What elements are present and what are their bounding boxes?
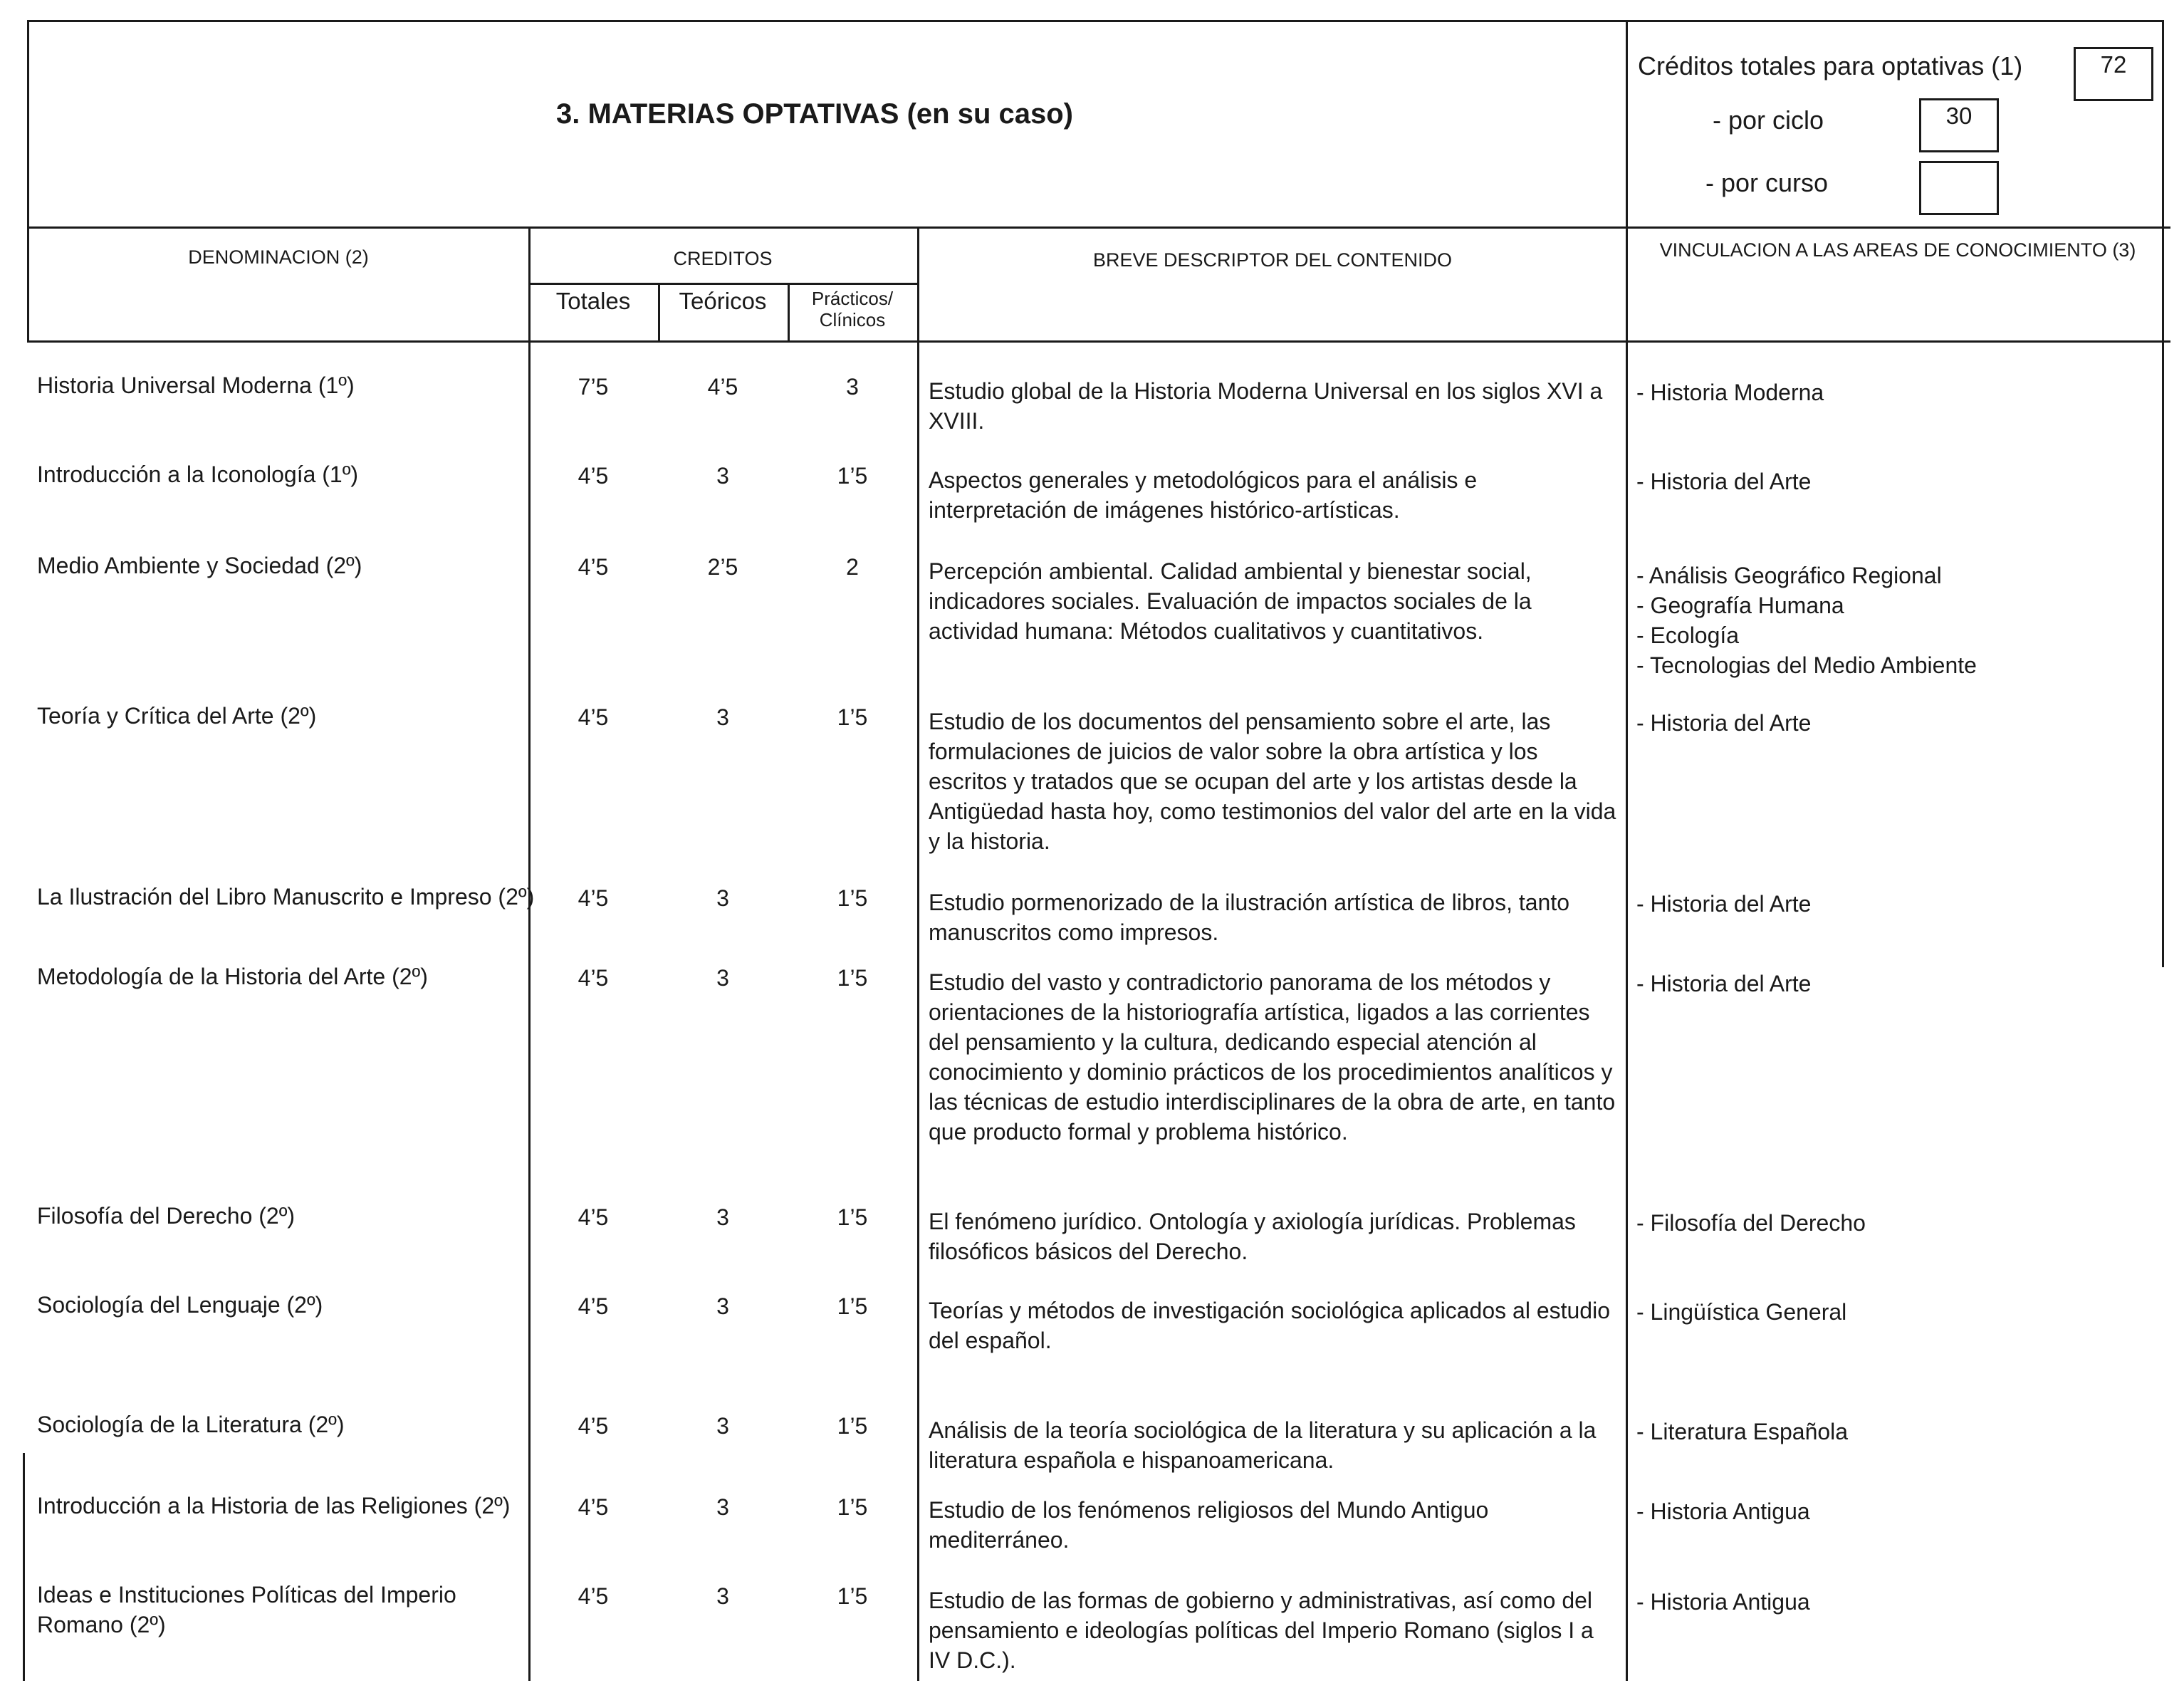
row-name: Ideas e Instituciones Políticas del Imperio Romano (2º) (37, 1582, 456, 1637)
row-name: Teoría y Crítica del Arte (2º) (37, 703, 317, 729)
row-descriptor: Estudio global de la Historia Moderna Universal en los siglos XVI a XVIII. (929, 378, 1603, 434)
col-descriptor: BREVE DESCRIPTOR DEL CONTENIDO (1092, 249, 1453, 271)
row-practicos: 1’5 (837, 1494, 868, 1520)
row-name: Medio Ambiente y Sociedad (2º) (37, 553, 362, 578)
row-areas (1636, 1208, 2163, 1238)
area-item: - Literatura Española (1636, 1419, 1849, 1444)
row-areas (1636, 1297, 2163, 1327)
row-totales: 4’5 (578, 1583, 609, 1609)
row-name: La Ilustración del Libro Manuscrito e Impreso (2º) (37, 884, 535, 910)
area-item: - Historia del Arte (1636, 469, 1812, 494)
area-item: - Ecología (1636, 622, 1740, 648)
row-areas (1636, 969, 2163, 999)
header-bottom-border (27, 226, 2170, 229)
row-totales: 4’5 (578, 463, 609, 489)
area-item: - Historia Antigua (1636, 1589, 1810, 1615)
area-item: - Tecnologias del Medio Ambiente (1636, 652, 1977, 678)
row-areas (1636, 467, 2163, 496)
row-teoricos: 3 (716, 463, 729, 489)
row-descriptor: Aspectos generales y metodológicos para el análisis e interpretación de imágenes histórico-artísticas. (929, 467, 1478, 523)
row-teoricos: 3 (716, 1494, 729, 1520)
row-teoricos: 3 (716, 885, 729, 911)
col-practicos: Prácticos/ Clínicos (811, 288, 894, 330)
area-item: - Historia del Arte (1636, 710, 1812, 736)
row-totales: 4’5 (578, 1204, 609, 1230)
col-totales: Totales (555, 288, 631, 314)
row-name: Introducción a la Historia de las Religiones (2º) (37, 1493, 511, 1518)
row-practicos: 2 (846, 554, 859, 580)
row-totales: 7’5 (578, 374, 609, 400)
row-practicos: 1’5 (837, 885, 868, 911)
row-teoricos: 3 (716, 965, 729, 991)
por-curso-value (1919, 161, 1999, 215)
column-header-bottom-border (27, 340, 2170, 343)
row-descriptor: Estudio de los documentos del pensamiento sobre el arte, las formulaciones de juicios de valor sobre la obra artística y los escritos y tratados que se ocupan del arte y los artistas desde la Antigüedad hasta hoy, como testimonios del valor del arte en la vida y la historia. (929, 709, 1616, 854)
row-teoricos: 3 (716, 1293, 729, 1319)
row-totales: 4’5 (578, 885, 609, 911)
area-item: - Geografía Humana (1636, 593, 1844, 618)
area-item: - Lingüística General (1636, 1299, 1847, 1325)
creditos-divider (528, 283, 919, 285)
divider-creditos-left (528, 226, 531, 1681)
row-areas (1636, 561, 2163, 680)
row-teoricos: 4’5 (707, 374, 738, 400)
creditos-totales-value: 72 (2074, 47, 2153, 101)
row-practicos: 1’5 (837, 965, 868, 991)
area-item: - Filosofía del Derecho (1636, 1210, 1866, 1236)
row-descriptor: El fenómeno jurídico. Ontología y axiología jurídicas. Problemas filosóficos básicos del Derecho. (929, 1209, 1576, 1264)
row-practicos: 1’5 (837, 1293, 868, 1319)
col-vinculacion: VINCULACION A LAS AREAS DE CONOCIMIENTO (3) (1659, 239, 2136, 261)
row-practicos: 1’5 (837, 1583, 868, 1609)
row-descriptor: Estudio del vasto y contradictorio panorama de los métodos y orientaciones de la historiografía artística, ligados a las corrientes del pensamiento y la cultura, dedicando especial atención al conocimiento y dominio prácticos de los procedimientos analíticos y las técnicas de estudio interdisciplinares de la obra de arte, en tanto que producto formal y problema histórico. (929, 969, 1616, 1145)
row-descriptor: Teorías y métodos de investigación sociológica aplicados al estudio del español. (929, 1298, 1610, 1353)
row-totales: 4’5 (578, 1413, 609, 1439)
page-title: 3. MATERIAS OPTATIVAS (en su caso) (555, 98, 1073, 130)
row-totales: 4’5 (578, 965, 609, 991)
row-areas (1636, 1417, 2163, 1447)
por-ciclo-label: - por ciclo (1713, 105, 1824, 135)
area-item: - Análisis Geográfico Regional (1636, 563, 1942, 588)
row-areas (1636, 1587, 2163, 1617)
top-border (27, 20, 2162, 22)
row-practicos: 3 (846, 374, 859, 400)
row-totales: 4’5 (578, 1293, 609, 1319)
row-teoricos: 3 (716, 1204, 729, 1230)
row-areas (1636, 708, 2163, 738)
row-name: Historia Universal Moderna (1º) (37, 372, 355, 398)
row-name: Sociología del Lenguaje (2º) (37, 1292, 323, 1318)
row-name: Filosofía del Derecho (2º) (37, 1203, 296, 1229)
row-practicos: 1’5 (837, 704, 868, 730)
area-item: - Historia del Arte (1636, 891, 1812, 917)
creditos-totales-label: Créditos totales para optativas (1) (1638, 51, 2023, 80)
row-practicos: 1’5 (837, 463, 868, 489)
row-totales: 4’5 (578, 554, 609, 580)
row-teoricos: 3 (716, 1413, 729, 1439)
row-descriptor: Percepción ambiental. Calidad ambiental y bienestar social, indicadores sociales. Evaluación de impactos sociales de la actividad humana: Métodos cualitativos y cuantitativos. (929, 558, 1532, 644)
row-descriptor: Estudio de las formas de gobierno y administrativas, así como del pensamiento e ideologías políticas del Imperio Romano (siglos I a IV D.C.). (929, 1588, 1594, 1673)
area-item: - Historia Moderna (1636, 380, 1824, 405)
col-denominacion: DENOMINACION (2) (188, 246, 369, 268)
por-curso-label: - por curso (1705, 168, 1829, 197)
col-creditos: CREDITOS (673, 248, 773, 269)
row-name: Metodología de la Historia del Arte (2º) (37, 964, 428, 989)
row-totales: 4’5 (578, 1494, 609, 1520)
row-name: Sociología de la Literatura (2º) (37, 1412, 345, 1437)
row-descriptor: Estudio pormenorizado de la ilustración artística de libros, tanto manuscritos como impresos. (929, 890, 1570, 945)
row-descriptor: Estudio de los fenómenos religiosos del Mundo Antiguo mediterráneo. (929, 1497, 1489, 1553)
row-areas (1636, 1496, 2163, 1526)
row-teoricos: 3 (716, 704, 729, 730)
row-practicos: 1’5 (837, 1204, 868, 1230)
left-border (27, 20, 29, 340)
row-areas (1636, 889, 2163, 919)
col-teoricos: Teóricos (679, 288, 767, 314)
row-areas (1636, 377, 2163, 407)
row-practicos: 1’5 (837, 1413, 868, 1439)
row-descriptor: Análisis de la teoría sociológica de la literatura y su aplicación a la literatura española e hispanoamericana. (929, 1417, 1597, 1473)
divider-practicos (788, 283, 790, 340)
area-item: - Historia Antigua (1636, 1499, 1810, 1524)
por-ciclo-value: 30 (1919, 98, 1999, 152)
area-item: - Historia del Arte (1636, 971, 1812, 996)
divider-descriptor (917, 226, 919, 1681)
row-name: Introducción a la Iconología (1º) (37, 462, 359, 487)
row-totales: 4’5 (578, 704, 609, 730)
row-teoricos: 2’5 (707, 554, 738, 580)
left-border-lower (23, 1453, 25, 1681)
row-teoricos: 3 (716, 1583, 729, 1609)
